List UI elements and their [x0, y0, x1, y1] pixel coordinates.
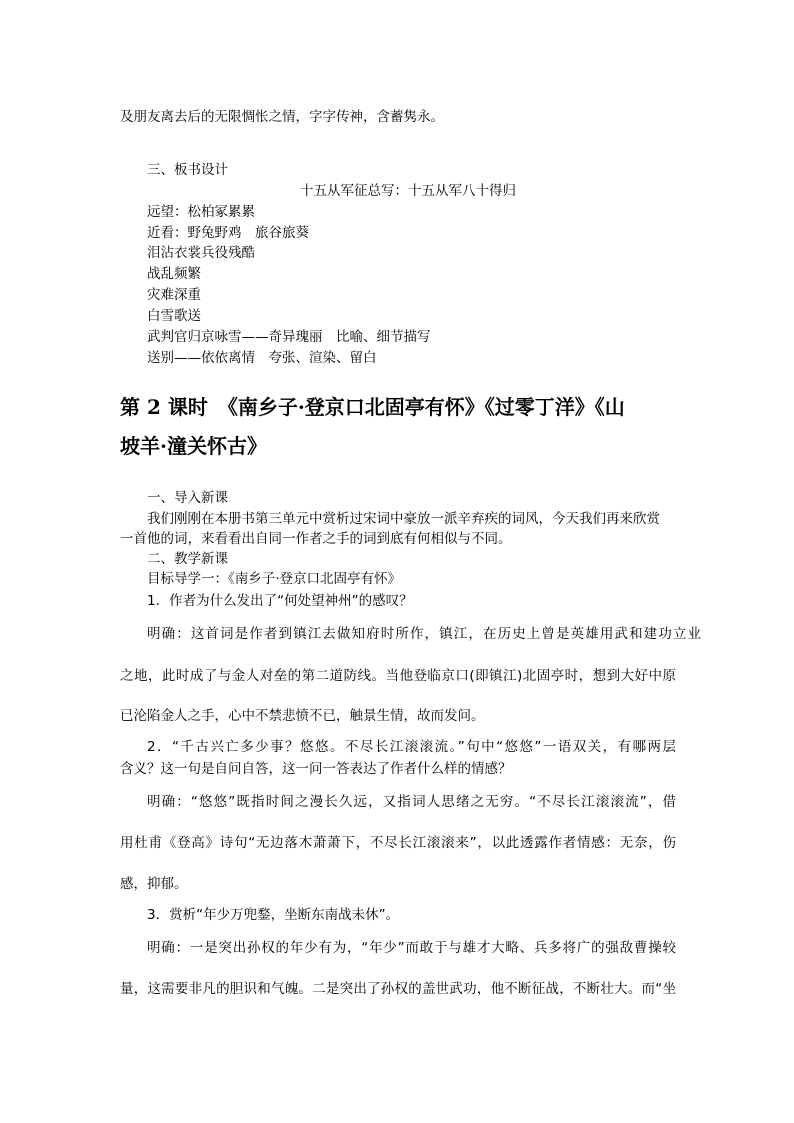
- answer-1-line: 之地，此时成了与金人对垒的第二道防线。当他登临京口(即镇江)北固亭时，想到大好中原: [120, 668, 676, 684]
- question-3: 3．赏析“年少万兜鍪，坐断东南战未休”。: [147, 907, 400, 923]
- board-line: 白雪歌送: [147, 308, 201, 324]
- answer-2-line: 明确：“悠悠”既指时间之漫长久远，又指词人思绪之无穷。“不尽长江滚滚流”，借: [147, 794, 676, 810]
- board-line: 战乱频繁: [147, 266, 201, 282]
- board-line: 远望：松柏冢累累: [147, 204, 255, 220]
- answer-2-line: 用杜甫《登高》诗句“无边落木萧萧下，不尽长江滚滚来”，以此透露作者情感：无奈，伤: [120, 835, 676, 851]
- board-line: 近看：野兔野鸡 旅谷旅葵: [147, 225, 309, 241]
- answer-3-line: 明确：一是突出孙权的年少有为，“年少”而敢于与雄才大略、兵多将广的强敌曹操较: [147, 940, 676, 956]
- intro-paragraph-line: 一首他的词，来看看出自同一作者之手的词到底有何相似与不同。: [120, 531, 512, 547]
- board-line: 武判官归京咏雪——奇异瑰丽 比喻、细节描写: [147, 329, 431, 345]
- board-line: 送别——依依离情 夸张、渲染、留白: [147, 350, 377, 366]
- question-2-line: 含义？这一句是自问自答，这一问一答表达了作者什么样的情感？: [120, 761, 512, 777]
- board-center-line: 十五从军征总写：十五从军八十得归: [300, 183, 516, 199]
- question-1: 1．作者为什么发出了“何处望神州”的感叹？: [147, 593, 413, 609]
- intro-paragraph-line: 我们刚刚在本册书第三单元中赏析过宋词中豪放一派辛弃疾的词风，今天我们再来欣赏: [147, 511, 660, 527]
- lesson-heading-line2: 坡羊·潼关怀古》: [120, 434, 267, 458]
- question-2-line: 2．“千古兴亡多少事？悠悠。不尽长江滚滚流。”句中“悠悠”一语双关，有哪两层: [147, 739, 676, 755]
- board-section-title: 三、板书设计: [147, 162, 228, 178]
- board-line: 灾难深重: [147, 287, 201, 303]
- teaching-section-title: 二、教学新课: [147, 551, 228, 567]
- intro-tail-text: 及朋友离去后的无限惆怅之情，字字传神，含蓄隽永。: [120, 109, 444, 125]
- lesson-heading-line1: 第 2 课时 《南乡子·登京口北固亭有怀》《过零丁洋》《山: [120, 395, 625, 419]
- board-line: 泪沾衣裳兵役残酷: [147, 245, 255, 261]
- goal-heading: 目标导学一：《南乡子·登京口北固亭有怀》: [147, 571, 402, 587]
- answer-2-line: 感，抑郁。: [120, 876, 188, 892]
- answer-1-line: 已沦陷金人之手，心中不禁悲愤不已，触景生情，故而发问。: [120, 708, 485, 724]
- intro-section-title: 一、导入新课: [147, 490, 228, 506]
- answer-1-line: 明确：这首词是作者到镇江去做知府时所作，镇江，在历史上曾是英雄用武和建功立业: [147, 626, 701, 642]
- answer-3-line: 量，这需要非凡的胆识和气魄。二是突出了孙权的盖世武功，他不断征战，不断壮大。而“坐: [120, 981, 676, 997]
